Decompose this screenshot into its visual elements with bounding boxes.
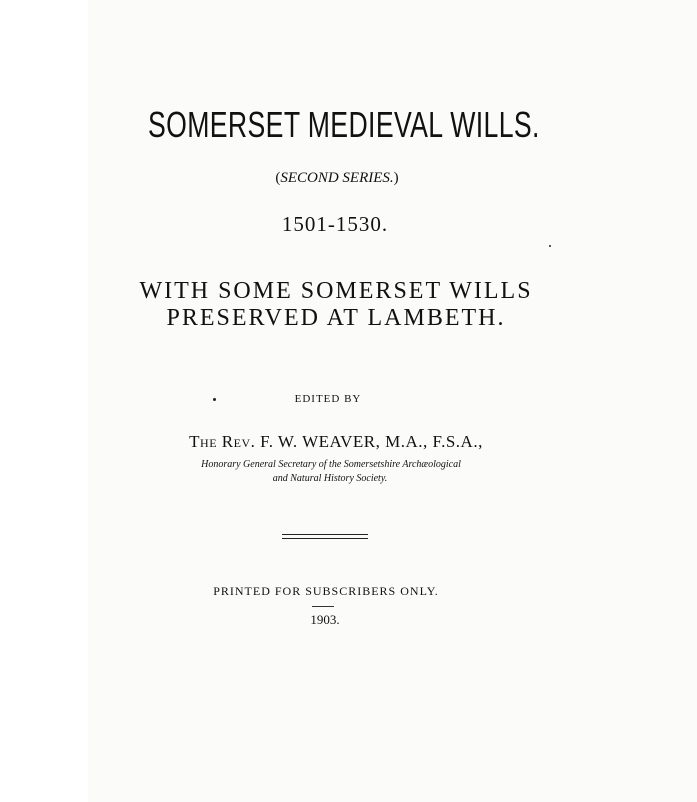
double-rule-top — [282, 534, 368, 535]
editor-honorary-line-1: Honorary General Secretary of the Somersetshire Archæological — [201, 459, 461, 470]
editor-honorary-line-2: and Natural History Society. — [272, 473, 388, 484]
series-label — [0, 170, 674, 187]
date-range: 1501-1530. — [281, 212, 389, 236]
editor-title-prefix: The Rev. — [189, 432, 256, 451]
ink-speck — [549, 245, 551, 247]
subtitle-line-2: PRESERVED AT LAMBETH. — [166, 305, 506, 331]
series-open-paren: ( — [275, 170, 281, 186]
editor-name — [0, 432, 672, 452]
edited-by-label: EDITED BY — [294, 393, 362, 405]
main-title: SOMERSET MEDIEVAL WILLS. — [148, 104, 540, 145]
series-text: SECOND SERIES. — [280, 170, 394, 186]
double-rule-bottom — [282, 538, 368, 539]
subtitle-line-1: WITH SOME SOMERSET WILLS — [139, 278, 533, 304]
editor-name-text: F. W. WEAVER, M.A., F.S.A., — [255, 432, 483, 451]
year-rule — [312, 606, 334, 607]
series-close-paren: ) — [393, 170, 399, 186]
printed-for-line: PRINTED FOR SUBSCRIBERS ONLY. — [213, 584, 439, 598]
publication-year: 1903. — [310, 612, 340, 627]
